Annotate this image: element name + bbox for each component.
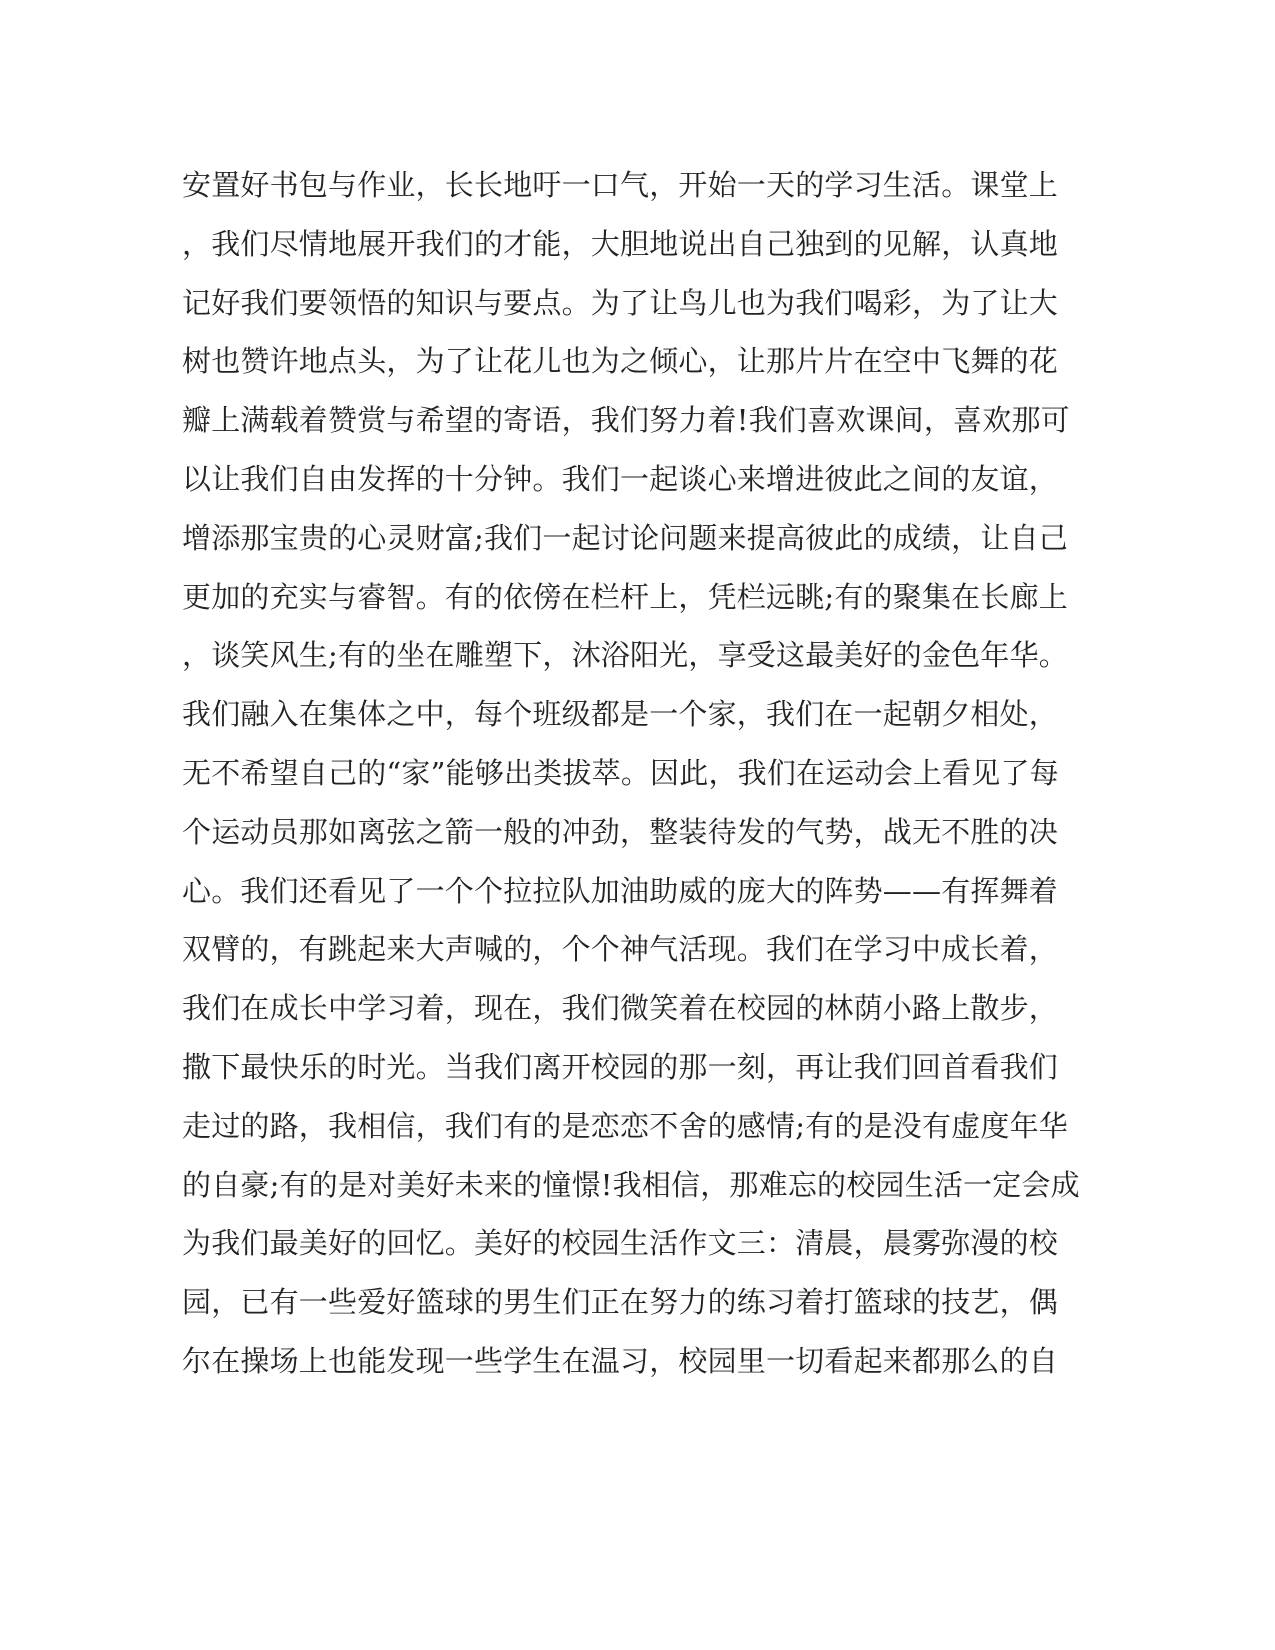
text-line: 记好我们要领悟的知识与要点。为了让鸟儿也为我们喝彩，为了让大 [182, 285, 1059, 320]
text-line: 增添那宝贵的心灵财富;我们一起讨论问题来提高彼此的成绩，让自己 [182, 520, 1068, 555]
text-line: 个运动员那如离弦之箭一般的冲劲，整装待发的气势，战无不胜的决 [182, 814, 1059, 849]
text-line: ，谈笑风生;有的坐在雕塑下，沐浴阳光，享受这最美好的金色年华。 [182, 638, 1068, 673]
text-line: ，我们尽情地展开我们的才能，大胆地说出自己独到的见解，认真地 [182, 226, 1059, 261]
text-line: 我们在成长中学习着，现在，我们微笑着在校园的林荫小路上散步， [182, 991, 1059, 1026]
text-line: 无不希望自己的“家”能够出类拔萃。因此，我们在运动会上看见了每 [182, 755, 1059, 790]
text-line: 树也赞许地点头，为了让花儿也为之倾心，让那片片在空中飞舞的花 [182, 344, 1059, 379]
text-line: 更加的充实与睿智。有的依傍在栏杆上，凭栏远眺;有的聚集在长廊上 [182, 579, 1068, 614]
text-line: 走过的路，我相信，我们有的是恋恋不舍的感情;有的是没有虚度年华 [182, 1108, 1068, 1143]
text-line: 尔在操场上也能发现一些学生在温习，校园里一切看起来都那么的自 [182, 1343, 1059, 1378]
text-line: 撒下最快乐的时光。当我们离开校园的那一刻，再让我们回首看我们 [182, 1049, 1059, 1084]
text-line: 安置好书包与作业，长长地吁一口气，开始一天的学习生活。课堂上 [182, 168, 1059, 202]
text-line: 心。我们还看见了一个个拉拉队加油助威的庞大的阵势——有挥舞着 [182, 873, 1059, 908]
text-line: 的自豪;有的是对美好未来的憧憬!我相信，那难忘的校园生活一定会成 [182, 1167, 1080, 1202]
text-line: 园，已有一些爱好篮球的男生们正在努力的练习着打篮球的技艺，偶 [182, 1285, 1059, 1320]
text-line: 为我们最美好的回忆。美好的校园生活作文三：清晨，晨雾弥漫的校 [182, 1226, 1059, 1261]
text-line: 以让我们自由发挥的十分钟。我们一起谈心来增进彼此之间的友谊， [182, 461, 1059, 496]
text-line: 我们融入在集体之中，每个班级都是一个家，我们在一起朝夕相处， [182, 697, 1059, 732]
text-line: 瓣上满载着赞赏与希望的寄语，我们努力着!我们喜欢课间，喜欢那可 [182, 403, 1070, 438]
body-text [182, 156, 1080, 1391]
text-line: 双臂的，有跳起来大声喊的，个个神气活现。我们在学习中成长着， [182, 932, 1059, 967]
